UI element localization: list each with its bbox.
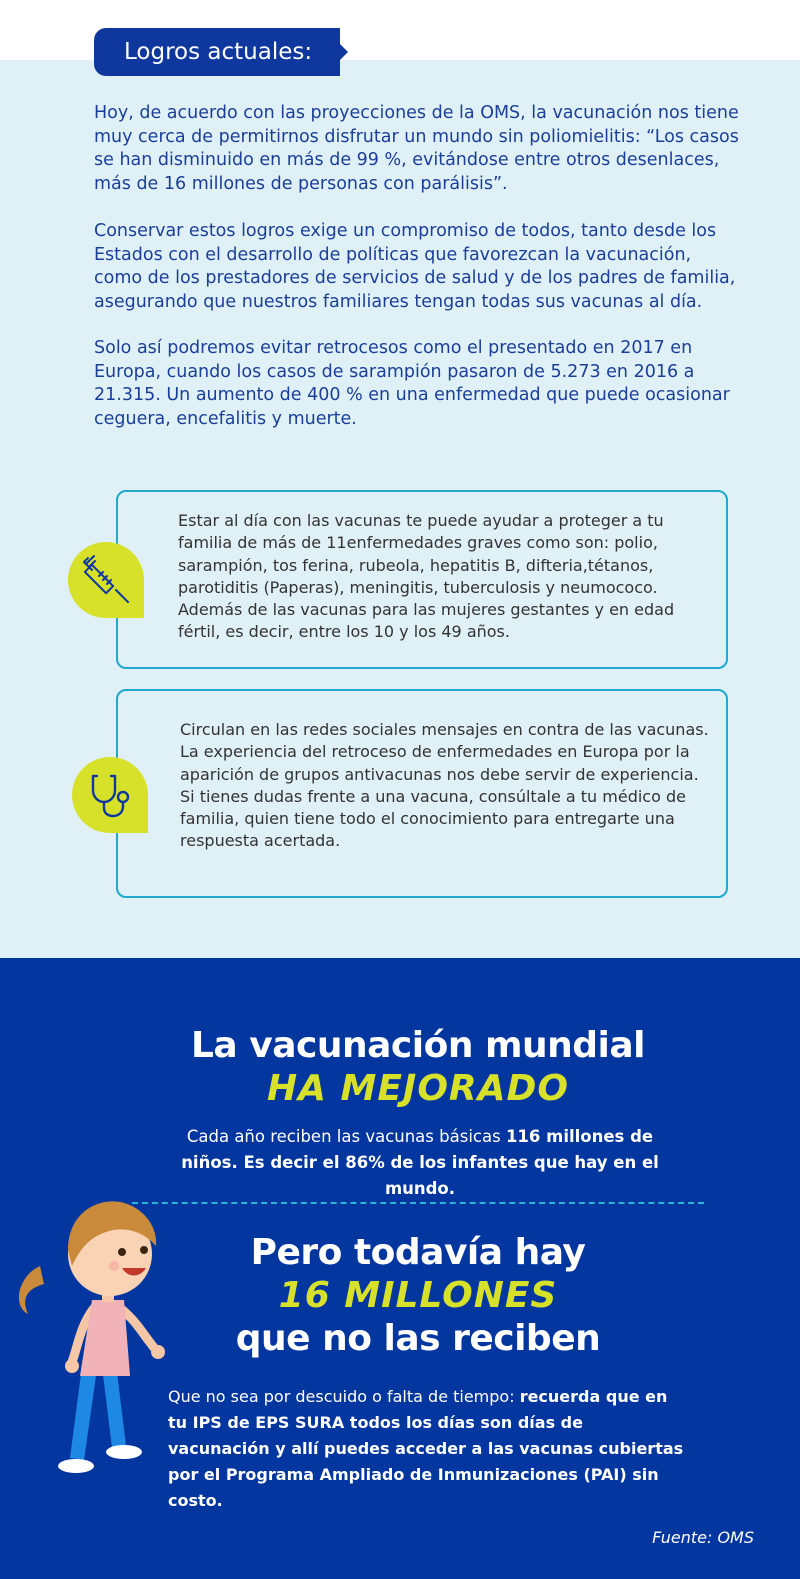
misinformation-paragraph: Circulan en las redes sociales mensajes en contra de las vacunas. La experiencia del retroceso de enfermedades en Europa por la aparición de grupos antivacunas nos debe servir de experiencia. [180, 720, 709, 784]
intro-paragraph-2: Conservar estos logros exige un compromiso de todos, tanto desde los Estados con el desarrollo de políticas que favorezcan la vacunación, como de los prestadores de servicios de salud y de los padres de familia, asegurando que nuestros familiares tengan todas sus vacunas al día. [94, 221, 736, 312]
info-card-vaccines [116, 490, 728, 669]
dashed-divider [132, 1202, 704, 1204]
global-highlight: HA MEJORADO [266, 1068, 569, 1109]
intro-paragraph-3: Solo así podremos evitar retrocesos como el presentado en 2017 en Europa, cuando los casos de sarampión pasaron de 5.273 en 2016 a 21.315. Un aumento de 400 % en una enfermedad que puede ocasionar ceguera, encefalitis y muerte. [94, 338, 730, 429]
stethoscope-icon [72, 757, 148, 833]
info-card-vaccines-text: Estar al día con las vacunas te puede ayudar a proteger a tu familia de más de 11enfermedades graves como son: polio, sarampión, tos ferina, rubeola, hepatitis B, difteria,tétanos, parotiditis (Paperas), meningitis, tuberculosis y neumococo. Además de las vacunas para las mujeres gestantes y en edad fértil, es decir, entre los 10 y los 49 años. [178, 511, 675, 642]
missing-cta-text [168, 1384, 688, 1514]
global-stat-bold: 116 millones de niños. Es decir el 86% de los infantes que hay en el mundo. [181, 1127, 659, 1198]
missing-cta-bold: recuerda que en tu IPS de EPS SURA todos los días son días de vacunación y allí puedes acceder a las vacunas cubiertas por el Programa Ampliado de Inmunizaciones (PAI) sin costo. [168, 1387, 684, 1510]
global-stat-text [175, 1124, 665, 1202]
syringe-icon [68, 542, 144, 618]
global-title: La vacunación mundial [190, 1025, 645, 1066]
info-card-misinformation [116, 689, 728, 898]
intro-paragraph-1: Hoy, de acuerdo con las proyecciones de la OMS, la vacunación nos tiene muy cerca de permitirnos disfrutar un mundo sin poliomielitis: “Los casos se han disminuido en más de 99 %, evitándose entre otros desenlaces, más de 16 millones de personas con parálisis”. [94, 103, 739, 194]
section-tab-title: Logros actuales: [94, 28, 340, 76]
doctor-advice-paragraph: Si tienes dudas frente a una vacuna, consúltale a tu médico de familia, quien tiene todo el conocimiento para entregarte una respuesta acertada. [180, 786, 686, 851]
global-stat-prefix: Cada año reciben las vacunas básicas [186, 1127, 506, 1146]
missing-highlight: 16 MILLONES [278, 1275, 558, 1316]
missing-title-line-2: que no las reciben [235, 1318, 601, 1359]
missing-title-line-1: Pero todavía hay [250, 1232, 586, 1273]
missing-cta-prefix: Que no sea por descuido o falta de tiempo: [168, 1387, 520, 1406]
source-credit: Fuente: OMS [652, 1528, 754, 1547]
info-card-misinformation-text [180, 719, 710, 853]
